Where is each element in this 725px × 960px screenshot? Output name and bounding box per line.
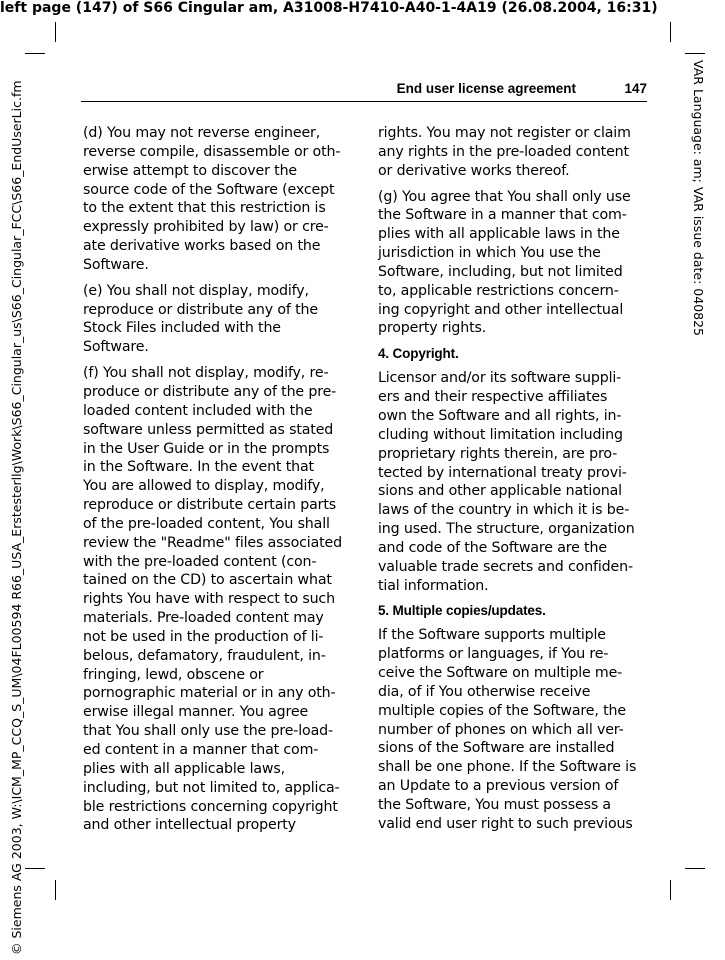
text-line: proprietary rights therein, are pro- [378, 445, 618, 462]
text-line: platforms or languages, if You re- [378, 646, 609, 663]
text-line: reproduce or distribute certain parts [83, 497, 336, 514]
text-line: jurisdiction in which You use the [378, 245, 601, 262]
text-line: erwise attempt to discover the [83, 162, 298, 179]
text-line: 4. Copyright. [378, 346, 459, 362]
text-line: fringing, lewd, obscene or [83, 666, 264, 683]
text-line: ing used. The structure, organization [378, 521, 635, 538]
text-line: rights You have with respect to such [83, 591, 335, 608]
text-line: cluding without limitation including [378, 426, 623, 443]
running-header [81, 80, 647, 100]
text-line: Software. [83, 256, 149, 273]
print-header [0, 0, 725, 16]
crop-mark [55, 880, 56, 900]
text-line: rights. You may not register or claim [378, 125, 631, 141]
text-line: valid end user right to such previous [378, 815, 633, 832]
paragraph [83, 364, 355, 835]
text-line: (d) You may not reverse engineer, [83, 125, 321, 141]
right-column [378, 124, 646, 841]
text-line: reverse compile, disassemble or oth- [83, 143, 341, 160]
text-line: Software, including, but not limited [378, 263, 623, 280]
text-line: ing copyright and other intellectual [378, 301, 624, 318]
text-line: review the "Readme" files associated [83, 534, 342, 551]
paragraph [378, 369, 646, 595]
file-path-sidebar: © Siemens AG 2003, W:\ICM_MP_CCQ_S_UM\04FL00594 R66_USA_Erstesterllg\Work\S66_Cingular_us\S66_Cingular_FCC\S66_EndUserLic.fm [9, 80, 24, 955]
crop-mark [670, 880, 671, 900]
text-line: and code of the Software are the [378, 539, 607, 556]
print-header-page: left page (147) [0, 0, 118, 16]
crop-mark [685, 53, 705, 54]
crop-mark [25, 868, 45, 869]
text-line: (g) You agree that You shall only use [378, 188, 631, 205]
text-line: Licensor and/or its software suppli- [378, 370, 622, 387]
text-line: sions of the Software are installed [378, 740, 615, 757]
text-line: multiple copies of the Software, the [378, 702, 626, 719]
text-line: tained on the CD) to ascertain what [83, 572, 332, 589]
text-line: and other intellectual property [83, 817, 296, 834]
text-line: number of phones on which all ver- [378, 721, 624, 738]
language-issue-sidebar: VAR Language: am; VAR issue date: 040825 [691, 60, 706, 336]
text-line: with the pre-loaded content (con- [83, 553, 317, 570]
text-line: software unless permitted as stated [83, 421, 334, 438]
text-line: You are allowed to display, modify, [83, 478, 325, 495]
text-line: materials. Pre-loaded content may [83, 610, 324, 627]
section-heading [378, 602, 646, 620]
text-line: of the pre-loaded content, You shall [83, 515, 330, 532]
print-header-details: of S66 Cingular am, A31008-H7410-A40-1-4A19 (26.08.2004, 16:31) [117, 0, 658, 16]
paragraph [83, 124, 355, 275]
text-line: loaded content included with the [83, 402, 313, 419]
text-line: ers and their respective affiliates [378, 389, 608, 406]
text-line: pornographic material or in any oth- [83, 685, 336, 702]
text-line: Stock Files included with the [83, 320, 281, 337]
text-line: Software. [83, 339, 149, 356]
text-line: plies with all applicable laws, [83, 760, 285, 777]
paragraph [83, 282, 355, 357]
left-column [83, 124, 355, 842]
header-rule [81, 101, 647, 102]
text-line: laws of the country in which it is be- [378, 502, 630, 519]
crop-mark [25, 53, 45, 54]
paragraph [378, 188, 646, 339]
crop-mark [55, 22, 56, 42]
text-line: tial information. [378, 577, 489, 594]
text-line: in the User Guide or in the prompts [83, 440, 330, 457]
text-line: If the Software supports multiple [378, 627, 606, 644]
text-line: to the extent that this restriction is [83, 200, 326, 217]
text-line: tected by international treaty provi- [378, 464, 627, 481]
text-line: own the Software and all rights, in- [378, 407, 622, 424]
text-line: an Update to a previous version of [378, 778, 619, 795]
text-line: ed content in a manner that com- [83, 742, 319, 758]
crop-mark [670, 22, 671, 42]
text-line: shall be one phone. If the Software is [378, 759, 637, 776]
text-line: ate derivative works based on the [83, 238, 321, 255]
crop-mark [685, 868, 705, 869]
text-line: in the Software. In the event that [83, 459, 314, 476]
text-line: ceive the Software on multiple me- [378, 665, 623, 682]
text-line: produce or distribute any of the pre- [83, 383, 337, 400]
text-line: the Software in a manner that com- [378, 207, 627, 224]
text-line: 5. Multiple copies/updates. [378, 603, 546, 619]
text-line: or derivative works thereof. [378, 162, 570, 179]
text-line: including, but not limited to, applica- [83, 779, 340, 796]
text-line: expressly prohibited by law) or cre- [83, 219, 329, 236]
text-line: plies with all applicable laws in the [378, 226, 620, 243]
text-line: erwise illegal manner. You agree [83, 704, 309, 721]
text-line: that You shall only use the pre-load- [83, 723, 333, 740]
text-line: (f) You shall not display, modify, re- [83, 365, 329, 382]
text-line: to, applicable restrictions concern- [378, 282, 619, 299]
page-number: 147 [624, 81, 647, 96]
text-line: belous, defamatory, fraudulent, in- [83, 647, 326, 664]
paragraph [378, 124, 646, 181]
section-title: End user license agreement [396, 81, 576, 96]
text-line: property rights. [378, 320, 487, 337]
text-line: any rights in the pre-loaded content [378, 143, 629, 160]
text-line: the Software, You must possess a [378, 797, 611, 813]
text-line: valuable trade secrets and confiden- [378, 558, 633, 575]
text-line: (e) You shall not display, modify, [83, 282, 309, 299]
text-line: source code of the Software (except [83, 181, 335, 198]
text-line: not be used in the production of li- [83, 628, 324, 645]
text-line: ble restrictions concerning copyright [83, 798, 338, 815]
section-heading [378, 345, 646, 363]
text-line: reproduce or distribute any of the [83, 301, 318, 318]
text-line: dia, of if You otherwise receive [378, 683, 591, 700]
paragraph [378, 626, 646, 833]
text-line: sions and other applicable national [378, 483, 622, 500]
